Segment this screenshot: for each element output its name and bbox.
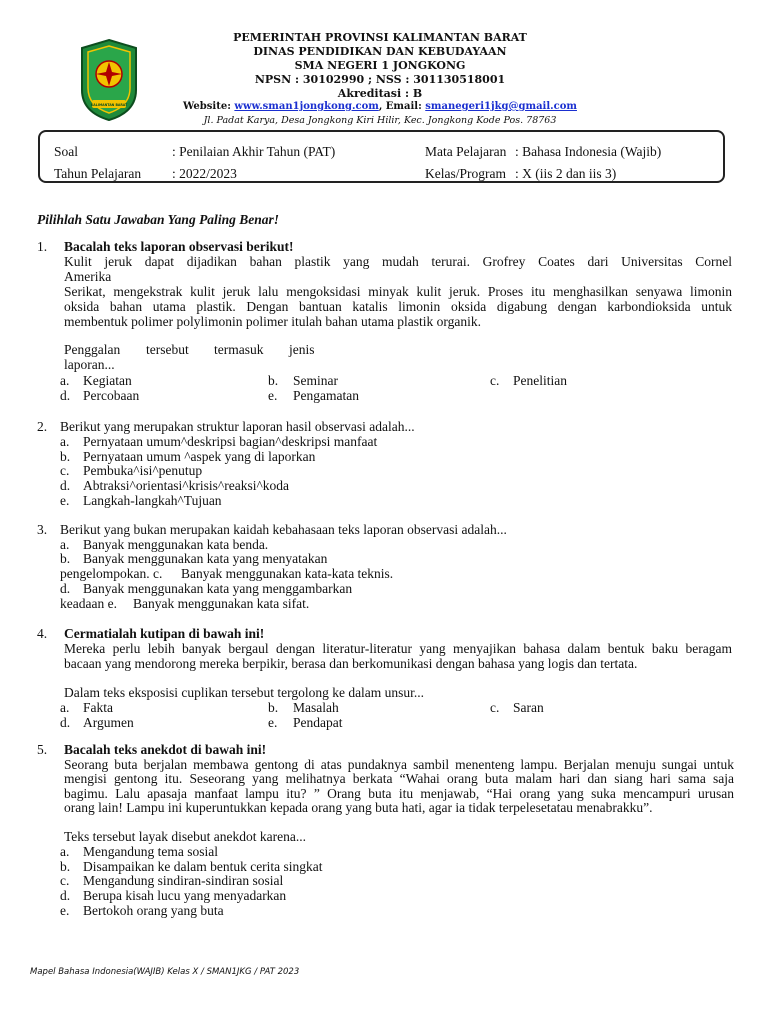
q4-stem: Dalam teks eksposisi cuplikan tersebut tergolong ke dalam unsur... [64, 685, 425, 700]
tahun-value: : 2022/2023 [172, 166, 237, 181]
mapel-value: : Bahasa Indonesia (Wajib) [515, 144, 662, 159]
q3-option-b[interactable]: Banyak menggunakan kata yang menyatakan [83, 551, 328, 566]
q5-paragraph-line: Seorang buta berjalan membawa gentong di atas pundaknya sambil menenteng lampu. Berjalan menuju sungai untuk [64, 757, 734, 772]
q1-option-b[interactable]: Seminar [293, 373, 338, 388]
q1-stem-word: termasuk [214, 342, 264, 357]
header-contact-line [150, 101, 610, 113]
kelas-label: Kelas/Program [425, 166, 506, 181]
q4-number: 4. [37, 626, 48, 641]
q1-paragraph-line: Serikat, mengekstrak kulit jeruk lalu mengoksidasi minyak kulit jeruk. Proses itu menghasilkan senyawa limonin [64, 284, 732, 299]
q1-option-a[interactable]: Kegiatan [83, 373, 132, 388]
q4-paragraph-line: bacaan yang mendorong mereka berpikir, berasa dan berkomunikasi dengan bahasa yang logis dan tertata. [64, 656, 638, 671]
q5-option-b[interactable]: Disampaikan ke dalam bentuk cerita singkat [83, 859, 323, 874]
option-letter: c. [490, 373, 500, 388]
mapel-label: Mata Pelajaran [425, 144, 507, 159]
header-npsn-nss: NPSN : 30102990 ; NSS : 301130518001 [254, 73, 506, 86]
option-letter: e. [268, 715, 278, 730]
logo-text: KALIMANTAN BARAT [90, 103, 128, 107]
option-letter: d. [60, 581, 71, 596]
q2-number: 2. [37, 419, 48, 434]
q2-option-a[interactable]: Pernyataan umum^deskripsi bagian^deskripsi manfaat [83, 434, 378, 449]
option-letter: c. [60, 463, 70, 478]
q4-option-e[interactable]: Pendapat [293, 715, 343, 730]
tahun-label: Tahun Pelajaran [54, 166, 142, 181]
option-letter: b. [60, 859, 71, 874]
q1-paragraph-line: Amerika [64, 269, 112, 284]
option-letter: c. [60, 873, 70, 888]
page-footer: Mapel Bahasa Indonesia(WAJIB) Kelas X / SMAN1JKG / PAT 2023 [30, 967, 300, 977]
q1-stem-word: Penggalan [64, 342, 121, 357]
q3-option-d-continuation: keadaan e. [60, 596, 117, 611]
q5-number: 5. [37, 742, 48, 757]
instruction: Pilihlah Satu Jawaban Yang Paling Benar! [37, 212, 279, 227]
header-accreditation: Akreditasi : B [337, 87, 423, 100]
q1-title: Bacalah teks laporan observasi berikut! [64, 239, 294, 254]
website-label: Website: [183, 101, 235, 112]
header-school-name: SMA NEGERI 1 JONGKONG [294, 59, 466, 72]
q2-option-e[interactable]: Langkah-langkah^Tujuan [83, 493, 222, 508]
q1-paragraph-line: oksida bahan utama plastik. Dengan bantuan katalis limonin oksida digabung dengan karbondioksida untuk [64, 299, 732, 314]
option-letter: e. [268, 388, 278, 403]
option-letter: d. [60, 888, 71, 903]
option-letter: d. [60, 715, 71, 730]
q5-paragraph-line: bagimu. Lalu apasaja manfaat lampu itu? ” Orang buta itu menjawab, “Hai orang yang suka mencampuri urusan [64, 786, 734, 801]
option-letter: a. [60, 373, 70, 388]
q4-option-a[interactable]: Fakta [83, 700, 113, 715]
q1-stem-continuation: laporan... [64, 357, 115, 372]
option-letter: e. [60, 493, 70, 508]
header-department-line: DINAS PENDIDIKAN DAN KEBUDAYAAN [253, 45, 507, 58]
q5-paragraph-line: mengisi gentong itu. Seseorang yang melihatnya berkata “Wahai orang buta malam hari dan siang hari sama saja [64, 771, 734, 786]
q5-option-c[interactable]: Mengandung sindiran-sindiran sosial [83, 873, 284, 888]
email-link[interactable]: smanegeri1jkg@gmail.com [425, 101, 577, 112]
soal-label: Soal [54, 144, 79, 159]
q4-option-c[interactable]: Saran [513, 700, 544, 715]
q1-number: 1. [37, 239, 48, 254]
email-label: , Email: [378, 101, 426, 112]
q1-option-d[interactable]: Percobaan [83, 388, 140, 403]
option-letter: e. [60, 903, 70, 918]
option-letter: a. [60, 844, 70, 859]
header-government-line: PEMERINTAH PROVINSI KALIMANTAN BARAT [233, 31, 527, 44]
q3-option-e[interactable]: Banyak menggunakan kata sifat. [133, 596, 310, 611]
q5-option-d[interactable]: Berupa kisah lucu yang menyadarkan [83, 888, 287, 903]
q1-option-c[interactable]: Penelitian [513, 373, 567, 388]
option-letter: d. [60, 478, 71, 493]
q5-option-e[interactable]: Bertokoh orang yang buta [83, 903, 224, 918]
q2-stem: Berikut yang merupakan struktur laporan hasil observasi adalah... [60, 419, 415, 434]
q3-stem: Berikut yang bukan merupakan kaidah kebahasaan teks laporan observasi adalah... [60, 522, 507, 537]
option-letter: a. [60, 700, 70, 715]
q2-option-d[interactable]: Abtraksi^orientasi^krisis^reaksi^koda [83, 478, 290, 493]
q4-option-b[interactable]: Masalah [293, 700, 339, 715]
q1-stem-word: jenis [289, 342, 315, 357]
q1-stem-word: tersebut [146, 342, 189, 357]
kelas-value: : X (iis 2 dan iis 3) [515, 166, 617, 181]
option-letter: b. [268, 373, 279, 388]
website-link[interactable]: www.sman1jongkong.com [234, 101, 379, 112]
soal-value: : Penilaian Akhir Tahun (PAT) [172, 144, 336, 159]
q1-paragraph-line: membentuk polimer polylimonin polimer itulah bahan utama plastik organik. [64, 314, 482, 329]
header-address: Jl. Padat Karya, Desa Jongkong Kiri Hilir, Kec. Jongkong Kode Pos. 78763 [203, 115, 557, 126]
q3-option-b-continuation: pengelompokan. c. [60, 566, 163, 581]
q5-paragraph-line: orang lain! Lampu ini kuperuntukkan kepada orang yang buta hati, agar ia tidak terpelesetatau menabrakku”. [64, 800, 653, 815]
option-letter: b. [60, 449, 71, 464]
provincial-emblem-logo [78, 38, 140, 122]
option-letter: c. [490, 700, 500, 715]
q3-option-c[interactable]: Banyak menggunakan kata-kata teknis. [181, 566, 394, 581]
q1-option-e[interactable]: Pengamatan [293, 388, 359, 403]
q5-stem: Teks tersebut layak disebut anekdot karena... [64, 829, 306, 844]
q3-option-d[interactable]: Banyak menggunakan kata yang menggambarkan [83, 581, 353, 596]
q5-option-a[interactable]: Mengandung tema sosial [83, 844, 218, 859]
q4-title: Cermatialah kutipan di bawah ini! [64, 626, 265, 641]
q4-option-d[interactable]: Argumen [83, 715, 134, 730]
option-letter: b. [268, 700, 279, 715]
q1-paragraph-line: Kulit jeruk dapat dijadikan bahan plastik yang mudah terurai. Grofrey Coates dari Universitas Cornel [64, 254, 732, 269]
option-letter: b. [60, 551, 71, 566]
option-letter: a. [60, 537, 70, 552]
option-letter: d. [60, 388, 71, 403]
q3-option-a[interactable]: Banyak menggunakan kata benda. [83, 537, 269, 552]
option-letter: a. [60, 434, 70, 449]
q3-number: 3. [37, 522, 48, 537]
q2-option-c[interactable]: Pembuka^isi^penutup [83, 463, 203, 478]
q2-option-b[interactable]: Pernyataan umum ^aspek yang di laporkan [83, 449, 316, 464]
q5-title: Bacalah teks anekdot di bawah ini! [64, 742, 267, 757]
q4-paragraph-line: Mereka perlu lebih banyak bergaul dengan literatur-literatur yang menyajikan bahasa dalam bentuk baku beragam [64, 641, 732, 656]
